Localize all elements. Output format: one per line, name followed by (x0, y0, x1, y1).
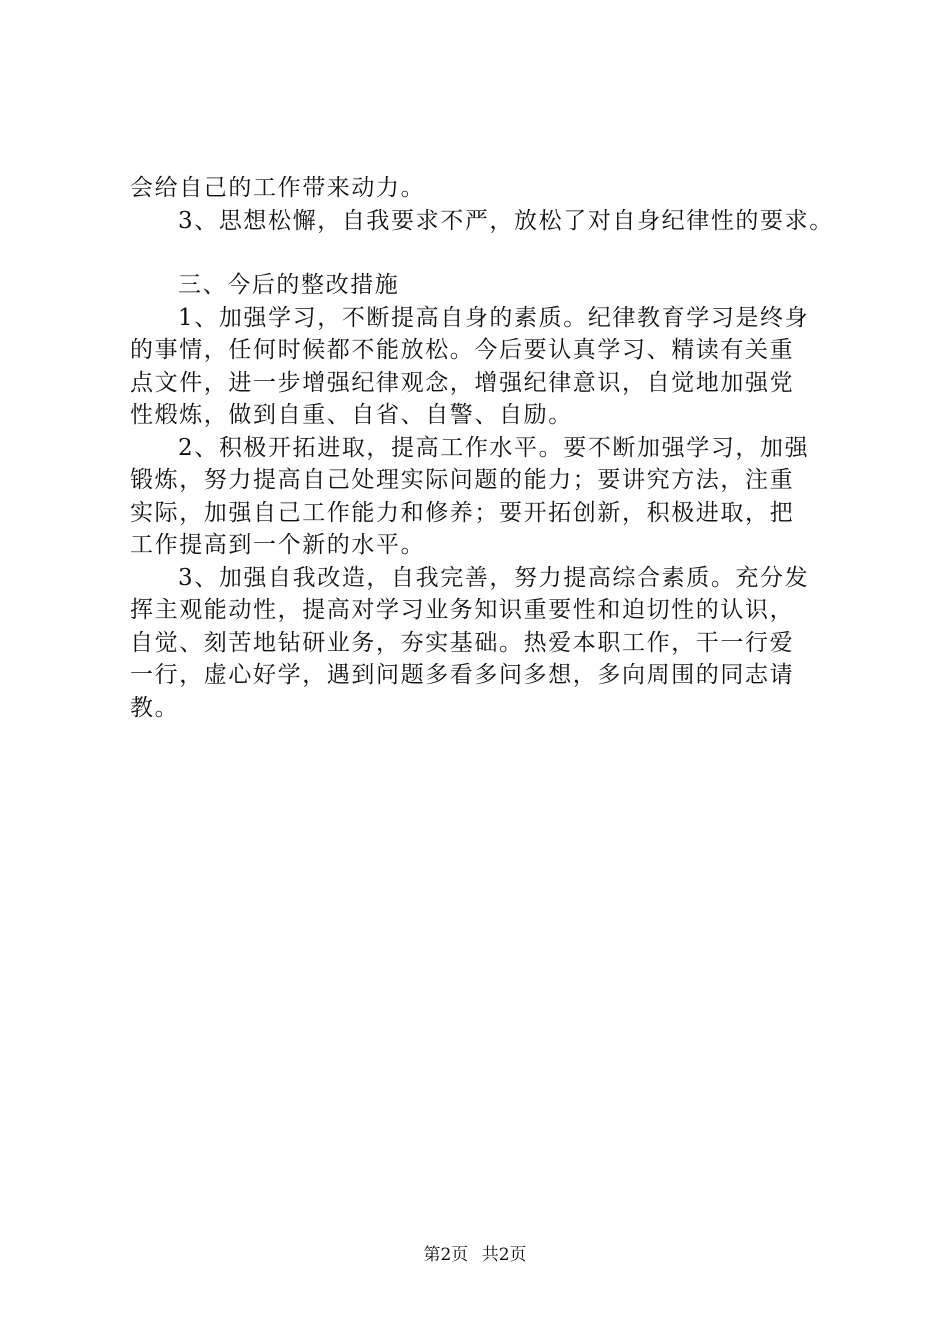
text-line: 点文件，进一步增强纪律观念，增强纪律意识，自觉地加强党 (130, 369, 795, 396)
text-line: 挥主观能动性，提高对学习业务知识重要性和迫切性的认识， (130, 597, 795, 623)
text-line: 1、加强学习，不断提高自身的素质。纪律教育学习是终身 (178, 304, 810, 331)
text-line: 性煅炼，做到自重、自省、自警、自励。 (130, 402, 573, 428)
text-line: 会给自己的工作带来动力。 (130, 175, 426, 201)
text-line: 锻炼，努力提高自己处理实际问题的能力；要讲究方法，注重 (130, 467, 795, 493)
text-line: 的事情，任何时候都不能放松。今后要认真学习、精读有关重 (130, 337, 795, 363)
text-line: 3、加强自我改造，自我完善，努力提高综合素质。充分发 (178, 564, 810, 591)
page-number: 第2页 (423, 1245, 469, 1265)
total-pages: 共2页 (481, 1245, 527, 1265)
page-footer (0, 1243, 950, 1267)
paragraph-gap (130, 237, 850, 269)
text-line: 一行，虚心好学，遇到问题多看多问多想，多向周围的同志请 (130, 662, 795, 688)
text-line: 2、积极开拓进取，提高工作水平。要不断加强学习，加强 (178, 434, 810, 461)
section-heading: 三、今后的整改措施 (178, 272, 400, 298)
text-line: 教。 (130, 694, 180, 721)
document-body (130, 172, 850, 724)
text-line: 工作提高到一个新的水平。 (130, 532, 426, 558)
text-line: 实际，加强自己工作能力和修养；要开拓创新，积极进取，把 (130, 499, 795, 526)
text-line: 3、思想松懈，自我要求不严，放松了对自身纪律性的要求。 (178, 207, 834, 234)
text-line: 自觉、刻苦地钻研业务，夯实基础。热爱本职工作，干一行爱 (130, 629, 795, 656)
